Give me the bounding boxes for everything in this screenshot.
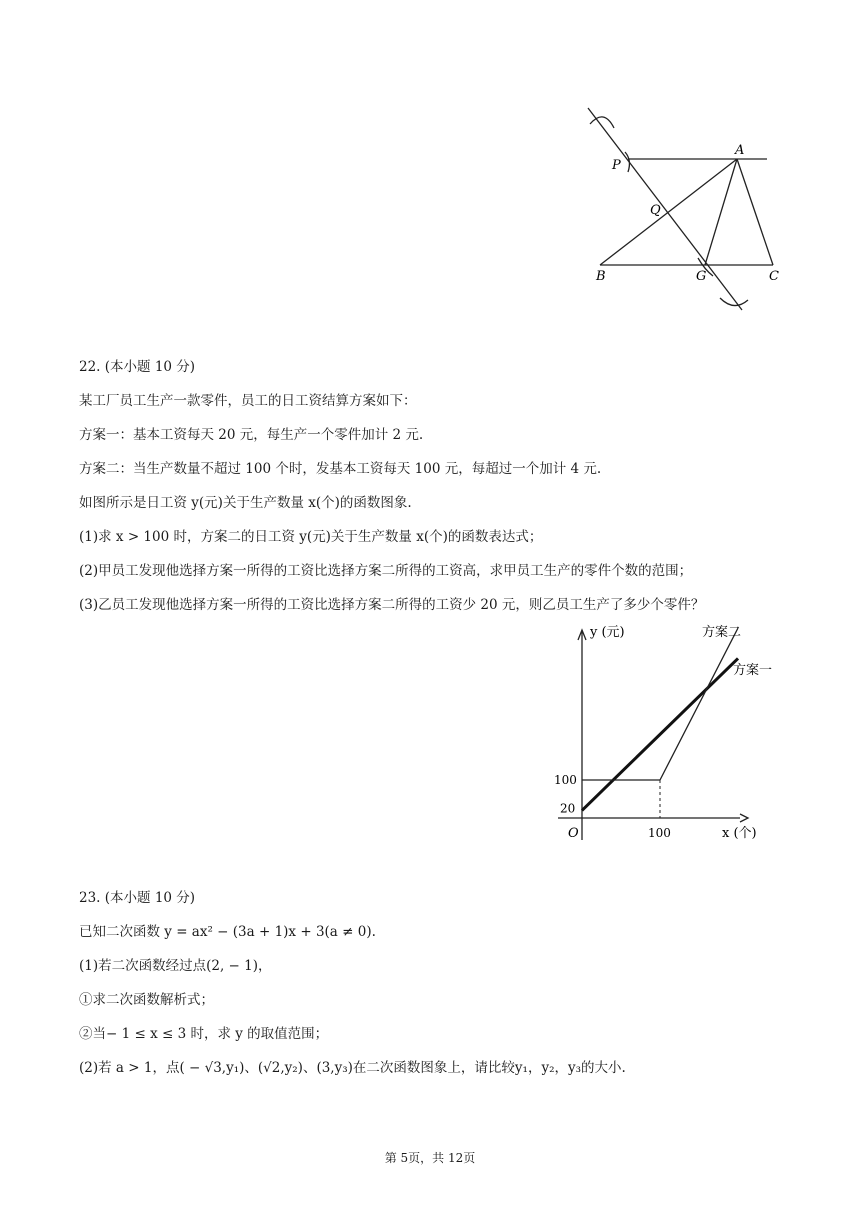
arc-p (625, 152, 629, 172)
q22-intro: 某工厂员工生产一款零件，员工的日工资结算方案如下： (79, 393, 417, 409)
y-tick-20: 20 (560, 801, 576, 816)
segment-ag (705, 159, 737, 265)
page-footer: 第 5页，共 12页 (384, 1151, 476, 1165)
y-axis-label: y (元) (590, 625, 625, 640)
x-tick-100: 100 (648, 826, 671, 840)
q22-part3: (3)乙员工发现他选择方案一所得的工资比选择方案二所得的工资少 20 元，则乙员工生产了多少个零件？ (79, 597, 705, 613)
q23-part1: (1)若二次函数经过点(2, − 1)， (79, 958, 272, 974)
geometry-figure (570, 100, 800, 315)
q23-header: 23. (本小题 10 分) (79, 890, 196, 906)
q22-header: 22. (本小题 10 分) (79, 359, 196, 375)
bisector-line (588, 108, 745, 310)
label-p: P (612, 158, 621, 173)
label-g: G (696, 269, 707, 284)
x-axis-arrow (740, 814, 748, 822)
q22-figure-intro: 如图所示是日工资 y(元)关于生产数量 x(个)的函数图象. (79, 495, 412, 511)
q23-part2: (2)若 a > 1，点( − √3,y₁)、(√2,y₂)、(3,y₃)在二次函数图象上，请比较y₁，y₂，y₃的大小. (79, 1060, 626, 1076)
series-plan1-label: 方案一 (733, 663, 773, 678)
q23-sub2: ②当− 1 ≤ x ≤ 3 时，求 y 的取值范围； (79, 1026, 329, 1042)
wage-chart (550, 618, 790, 850)
q23-intro: 已知二次函数 y = ax² − (3a + 1)x + 3(a ≠ 0). (79, 924, 376, 940)
x-axis-label: x (个) (722, 826, 757, 841)
q22-part2: (2)甲员工发现他选择方案一所得的工资比选择方案二所得的工资高，求甲员工生产的零件个数的范围； (79, 563, 693, 579)
series-plan2-label: 方案二 (702, 625, 742, 640)
label-b: B (596, 269, 606, 284)
label-q: Q (650, 203, 661, 218)
label-a: A (735, 143, 745, 158)
q22-part1: (1)求 x > 100 时，方案二的日工资 y(元)关于生产数量 x(个)的函数表达式； (79, 529, 543, 545)
label-c: C (769, 269, 779, 284)
series-plan2-line (582, 628, 738, 780)
y-tick-100: 100 (554, 773, 577, 787)
segment-ba (600, 159, 737, 265)
q22-plan2: 方案二：当生产数量不超过 100 个时，发基本工资每天 100 元，每超过一个加计 4 元. (79, 461, 602, 477)
q22-plan1: 方案一：基本工资每天 20 元，每生产一个零件加计 2 元. (79, 427, 424, 443)
segment-ac (737, 159, 773, 265)
q23-sub1: ①求二次函数解析式； (79, 992, 214, 1008)
origin-label: O (568, 826, 579, 841)
